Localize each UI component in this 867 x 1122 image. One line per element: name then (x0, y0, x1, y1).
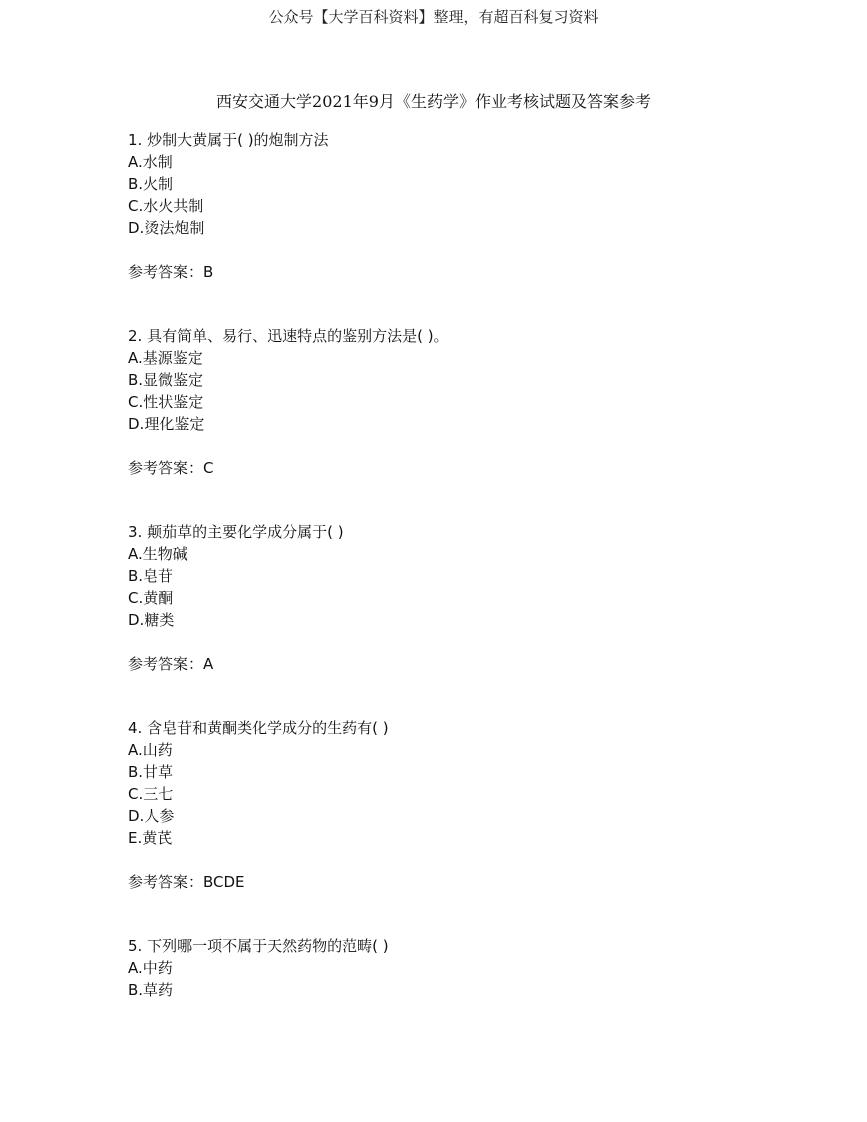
page-header-watermark: 公众号【大学百科资料】整理，有超百科复习资料 (268, 8, 599, 26)
question-1 (128, 129, 827, 283)
question-text: 2. 具有简单、易行、迅速特点的鉴别方法是( )。 (128, 327, 449, 345)
option-d: D.人参 (128, 807, 175, 825)
question-text: 5. 下列哪一项不属于天然药物的范畴( ) (128, 937, 389, 955)
question-4 (128, 717, 827, 893)
reference-answer: 参考答案：C (128, 459, 214, 477)
option-b: B.皂苷 (128, 567, 174, 585)
option-b: B.显微鉴定 (128, 371, 204, 389)
option-c: C.三七 (128, 785, 174, 803)
question-3 (128, 521, 827, 675)
question-text: 4. 含皂苷和黄酮类化学成分的生药有( ) (128, 719, 389, 737)
option-b: B.草药 (128, 981, 174, 999)
option-d: D.糖类 (128, 611, 175, 629)
option-e: E.黄芪 (128, 829, 173, 847)
option-a: A.山药 (128, 741, 173, 759)
option-a: A.水制 (128, 153, 173, 171)
option-a: A.生物碱 (128, 545, 188, 563)
option-b: B.甘草 (128, 763, 174, 781)
reference-answer: 参考答案：A (128, 655, 214, 673)
option-d: D.烫法炮制 (128, 219, 205, 237)
question-list (128, 129, 827, 1001)
option-a: A.中药 (128, 959, 173, 977)
question-5 (128, 935, 827, 1001)
option-c: C.黄酮 (128, 589, 174, 607)
option-c: C.性状鉴定 (128, 393, 204, 411)
reference-answer: 参考答案：BCDE (128, 873, 245, 891)
reference-answer: 参考答案：B (128, 263, 214, 281)
option-a: A.基源鉴定 (128, 349, 203, 367)
option-c: C.水火共制 (128, 197, 204, 215)
question-text: 1. 炒制大黄属于( )的炮制方法 (128, 131, 329, 149)
option-b: B.火制 (128, 175, 174, 193)
question-text: 3. 颠茄草的主要化学成分属于( ) (128, 523, 344, 541)
question-2 (128, 325, 827, 479)
document-title: 西安交通大学2021年9月《生药学》作业考核试题及答案参考 (216, 92, 651, 111)
option-d: D.理化鉴定 (128, 415, 205, 433)
